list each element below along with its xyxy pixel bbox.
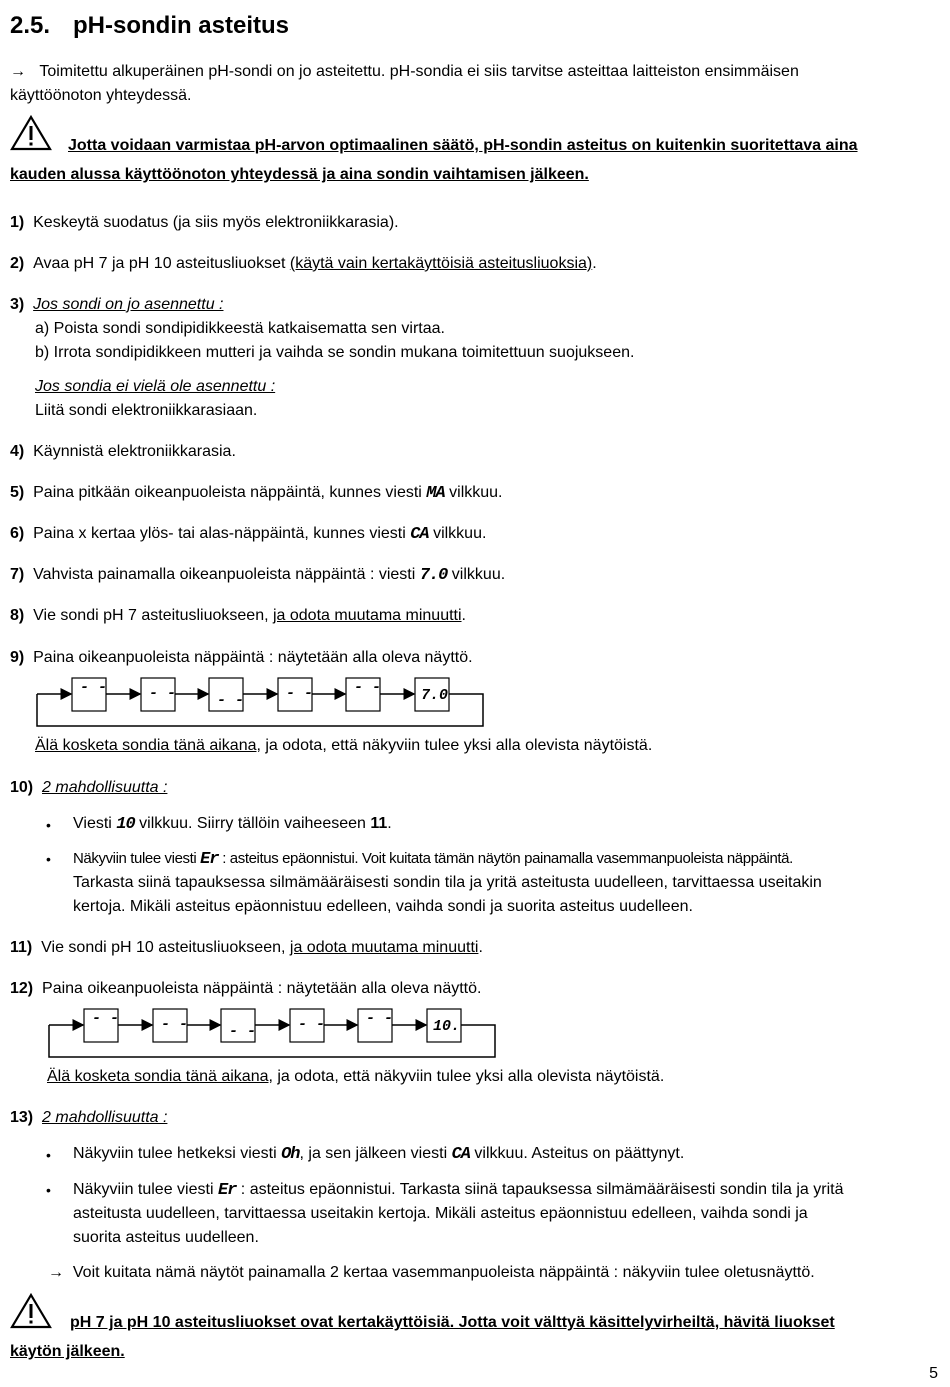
arrow-icon: → bbox=[48, 1264, 64, 1281]
step-9-note: Älä kosketa sondia tänä aikana, ja odota, että näkyviin tulee yksi alla olevista näytöistä. bbox=[35, 737, 653, 754]
bullet-icon: • bbox=[46, 851, 51, 867]
step-13-option-2-line-3: suorita asteitus uudelleen. bbox=[73, 1229, 259, 1246]
step-1: 1) Keskeytä suodatus (ja siis myös elektroniikkarasia). bbox=[10, 214, 399, 231]
step-13-note: → Voit kuitata nämä näytöt painamalla 2 kertaa vasemmanpuoleista näppäintä : näkyviin tulee oletusnäyttö. bbox=[48, 1264, 815, 1281]
dash-glyph: - - bbox=[366, 1010, 394, 1027]
dash-glyph: - - bbox=[149, 685, 177, 702]
warning-1-line-1: Jotta voidaan varmistaa pH-arvon optimaalinen säätö, pH-sondin asteitus on kuitenkin suoritettava aina bbox=[68, 137, 858, 154]
step-12-note: Älä kosketa sondia tänä aikana, ja odota, että näkyviin tulee yksi alla olevista näytöistä. bbox=[47, 1068, 665, 1085]
step-4: 4) Käynnistä elektroniikkarasia. bbox=[10, 443, 236, 460]
dash-glyph: - - bbox=[354, 679, 382, 696]
dash-glyph: - - bbox=[92, 1010, 120, 1027]
display-code: Er bbox=[200, 850, 219, 869]
warning-2-line-2: käytön jälkeen. bbox=[10, 1343, 125, 1360]
final-display-value: 7.0 bbox=[421, 687, 449, 704]
page-number: 5 bbox=[929, 1365, 938, 1382]
display-code: Oh bbox=[281, 1145, 300, 1164]
dash-glyph: - - bbox=[80, 679, 108, 696]
section-title bbox=[10, 12, 289, 40]
step-2: 2) Avaa pH 7 ja pH 10 asteitusliuokset (käytä vain kertakäyttöisiä asteitusliuoksia). bbox=[10, 255, 597, 272]
warning-2-line-1: pH 7 ja pH 10 asteitusliuokset ovat kertakäyttöisiä. Jotta voit välttyä käsittelyvirheiltä, hävitä liuokset bbox=[70, 1314, 835, 1331]
display-code: Er bbox=[217, 1181, 237, 1200]
step-5: 5) Paina pitkään oikeanpuoleista näppäintä, kunnes viesti MA vilkkuu. bbox=[10, 484, 503, 503]
dash-glyph: - - bbox=[298, 1016, 326, 1033]
step-11: 11) Vie sondi pH 10 asteitusliuokseen, ja odota muutama minuutti. bbox=[10, 939, 483, 956]
display-sequence-1 bbox=[30, 674, 490, 730]
step-3: 3) Jos sondi on jo asennettu : bbox=[10, 296, 224, 313]
step-13-option-2-line-2: asteitusta uudelleen, tarvittaessa useitakin kertoja. Mikäli asteitus epäonnistuu edelleen, vaihda sondi ja bbox=[73, 1205, 808, 1222]
step-8: 8) Vie sondi pH 7 asteitusliuokseen, ja odota muutama minuutti. bbox=[10, 607, 466, 624]
bullet-icon: • bbox=[46, 817, 51, 833]
warning-1-line-2: kauden alussa käyttöönoton yhteydessä ja aina sondin vaihtamisen jälkeen. bbox=[10, 166, 589, 183]
step-10-option-2-line-1: Näkyviin tulee viesti Er : asteitus epäonnistui. Voit kuitata tämän näytön painamalla vasemmanpuoleista näppäintä. bbox=[73, 850, 793, 869]
section-number: 2.5. bbox=[10, 12, 51, 39]
warning-icon bbox=[10, 115, 52, 151]
final-display-value: 10. bbox=[433, 1018, 461, 1035]
step-3-heading-2: Jos sondia ei vielä ole asennettu : bbox=[35, 378, 276, 395]
step-10-option-1: Viesti 10 vilkkuu. Siirry tällöin vaiheeseen 11. bbox=[73, 815, 392, 834]
step-10-option-2-line-3: kertoja. Mikäli asteitus epäonnistuu edelleen, vaihda sondi ja suorita asteitus uudelleen. bbox=[73, 898, 693, 915]
step-13-option-2-line-1: Näkyviin tulee viesti Er : asteitus epäonnistui. Tarkasta siinä tapauksessa silmämääräisesti sondin tila ja yritä bbox=[73, 1181, 844, 1200]
step-3-c: Liitä sondi elektroniikkarasiaan. bbox=[35, 402, 258, 419]
dash-glyph: - - bbox=[217, 692, 245, 709]
intro-line-2: käyttöönoton yhteydessä. bbox=[10, 87, 192, 104]
step-12: 12) Paina oikeanpuoleista näppäintä : näytetään alla oleva näyttö. bbox=[10, 980, 482, 997]
step-3-b: b) Irrota sondipidikkeen mutteri ja vaihda se sondin mukana toimitettuun suojukseen. bbox=[35, 344, 635, 361]
step-9: 9) Paina oikeanpuoleista näppäintä : näytetään alla oleva näyttö. bbox=[10, 649, 473, 666]
step-10-option-2-line-2: Tarkasta siinä tapauksessa silmämääräisesti sondin tila ja yritä asteitusta uudelleen, tarvittaessa useitakin bbox=[73, 874, 822, 891]
display-code: MA bbox=[426, 484, 445, 503]
arrow-icon: → bbox=[10, 63, 26, 80]
step-6: 6) Paina x kertaa ylös- tai alas-näppäintä, kunnes viesti CA vilkkuu. bbox=[10, 525, 487, 544]
display-sequence-2 bbox=[42, 1005, 502, 1061]
step-3-a: a) Poista sondi sondipidikkeestä katkaisematta sen virtaa. bbox=[35, 320, 445, 337]
display-code: CA bbox=[410, 525, 429, 544]
dash-glyph: - - bbox=[161, 1016, 189, 1033]
bullet-icon: • bbox=[46, 1147, 51, 1163]
step-13: 13) 2 mahdollisuutta : bbox=[10, 1109, 168, 1126]
dash-glyph: - - bbox=[229, 1023, 257, 1040]
step-10: 10) 2 mahdollisuutta : bbox=[10, 779, 168, 796]
dash-glyph: - - bbox=[286, 685, 314, 702]
bullet-icon: • bbox=[46, 1182, 51, 1198]
display-code: 7.0 bbox=[419, 566, 448, 585]
step-7: 7) Vahvista painamalla oikeanpuoleista näppäintä : viesti 7.0 vilkkuu. bbox=[10, 566, 506, 585]
step-13-option-1: Näkyviin tulee hetkeksi viesti Oh, ja sen jälkeen viesti CA vilkkuu. Asteitus on päättynyt. bbox=[73, 1145, 685, 1164]
display-code: CA bbox=[451, 1145, 470, 1164]
warning-icon bbox=[10, 1293, 52, 1329]
section-heading: pH-sondin asteitus bbox=[73, 12, 290, 39]
intro-line-1: → Toimitettu alkuperäinen pH-sondi on jo asteitettu. pH-sondia ei siis tarvitse asteittaa laitteiston ensimmäisen bbox=[10, 63, 799, 80]
display-code: 10 bbox=[116, 815, 135, 834]
